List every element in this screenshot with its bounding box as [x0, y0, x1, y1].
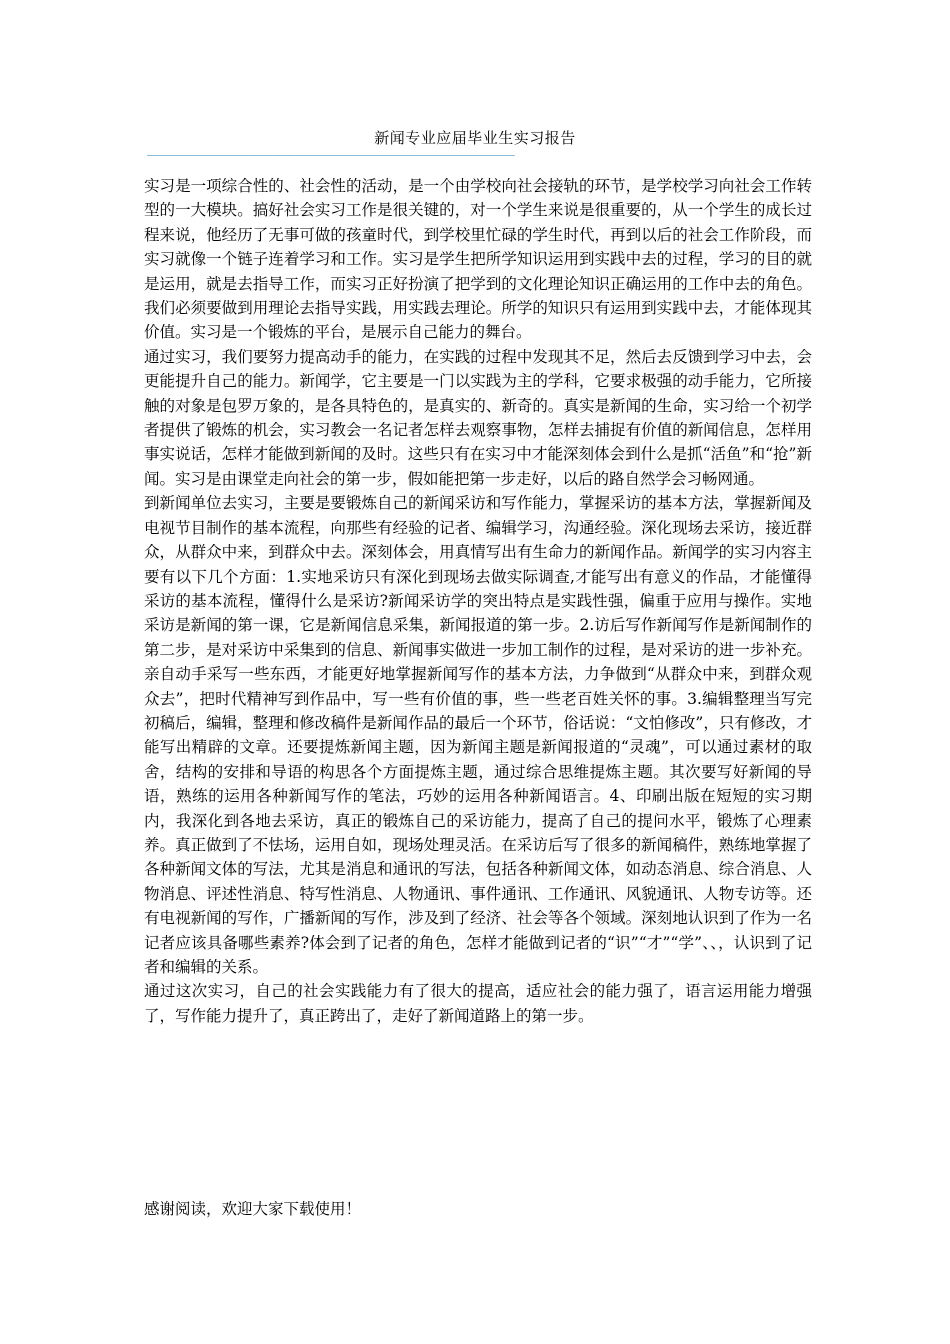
document-title: 新闻专业应届毕业生实习报告 — [374, 129, 576, 147]
paragraph: 通过实习，我们要努力提高动手的能力，在实践的过程中发现其不足，然后去反馈到学习中去，会更能提升自己的能力。新闻学，它主要是一门以实践为主的学科，它要求极强的动手能力，它所接触的对象是包罗万象的，是各具特色的，是真实的、新奇的。真实是新闻的生命，实习给一个初学者提供了锻炼的机会，实习教会一名记者怎样去观察事物，怎样去捕捉有价值的新闻信息，怎样用事实说话，怎样才能做到新闻的及时。这些只有在实习中才能深刻体会到什么是抓“活鱼”和“抢”新闻。实习是由课堂走向社会的第一步，假如能把第一步走好，以后的路自然学会习畅网通。 — [144, 347, 812, 488]
closing-note: 感谢阅读，欢迎大家下载使用！ — [144, 1200, 362, 1218]
paragraph: 实习是一项综合性的、社会性的活动，是一个由学校向社会接轨的环节，是学校学习向社会工作转型的一大模块。搞好社会实习工作是很关键的，对一个学生来说是很重要的，从一个学生的成长过程来说，他经历了无事可做的孩童时代，到学校里忙碌的学生时代，再到以后的社会工作阶段，而实习就像一个链子连着学习和工作。实习是学生把所学知识运用到实践中去的过程，学习的目的就是运用，就是去指导工作，而实习正好扮演了把学到的文化理论知识正确运用的工作中去的角色。我们必须要做到用理论去指导实践，用实践去理论。所学的知识只有运用到实践中去，才能体现其价值。实习是一个锻炼的平台，是展示自己能力的舞台。 — [144, 177, 812, 342]
paragraph: 通过这次实习，自己的社会实践能力有了很大的提高，适应社会的能力强了，语言运用能力增强了，写作能力提升了，真正跨出了，走好了新闻道路上的第一步。 — [144, 982, 812, 1025]
title-divider: ——————————————————————————————————————————————— — [147, 149, 515, 163]
paragraph: 到新闻单位去实习，主要是要锻炼自己的新闻采访和写作能力，掌握采访的基本方法，掌握新闻及电视节目制作的基本流程，向那些有经验的记者、编辑学习，沟通经验。深化现场去采访，接近群众，从群众中来，到群众中去。深刻体会，用真情写出有生命力的新闻作品。新闻学的实习内容主要有以下几个方面：1.实地采访只有深化到现场去做实际调查,才能写出有意义的作品，才能懂得采访的基本流程，懂得什么是采访?新闻采访学的突出特点是实践性强，偏重于应用与操作。实地采访是新闻的第一课，它是新闻信息采集，新闻报道的第一步。2.访后写作新闻写作是新闻制作的第二步，是对采访中采集到的信息、新闻事实做进一步加工制作的过程，是对采访的进一步补充。亲自动手采写一些东西，才能更好地掌握新闻写作的基本方法，力争做到“从群众中来，到群众观众去”，把时代精神写到作品中，写一些有价值的事，些一些老百姓关怀的事。3.编辑整理当写完初稿后，编辑，整理和修改稿件是新闻作品的最后一个环节，俗话说：“文怕修改”，只有修改，才能写出精辟的文章。还要提炼新闻主题，因为新闻主题是新闻报道的“灵魂”，可以通过素材的取舍，结构的安排和导语的构思各个方面提炼主题，通过综合思维提炼主题。其次要写好新闻的导语，熟练的运用各种新闻写作的笔法，巧妙的运用各种新闻语言。4、印刷出版在短短的实习期内，我深化到各地去采访，真正的锻炼自己的采访能力，提高了自己的提问水平，锻炼了心理素养。真正做到了不怯场，运用自如，现场处理灵活。在采访后写了很多的新闻稿件，熟练地掌握了各种新闻文体的写法，尤其是消息和通讯的写法，包括各种新闻文体，如动态消息、综合消息、人物消息、评述性消息、特写性消息、人物通讯、事件通讯、工作通讯、风貌通讯、人物专访等。还有电视新闻的写作，广播新闻的写作，涉及到了经济、社会等各个领域。深刻地认识到了作为一名记者应该具备哪些素养?体会到了记者的角色，怎样才能做到记者的“识”“才”“学”、、，认识到了记者和编辑的关系。 — [144, 494, 812, 976]
document-body — [144, 174, 812, 1028]
